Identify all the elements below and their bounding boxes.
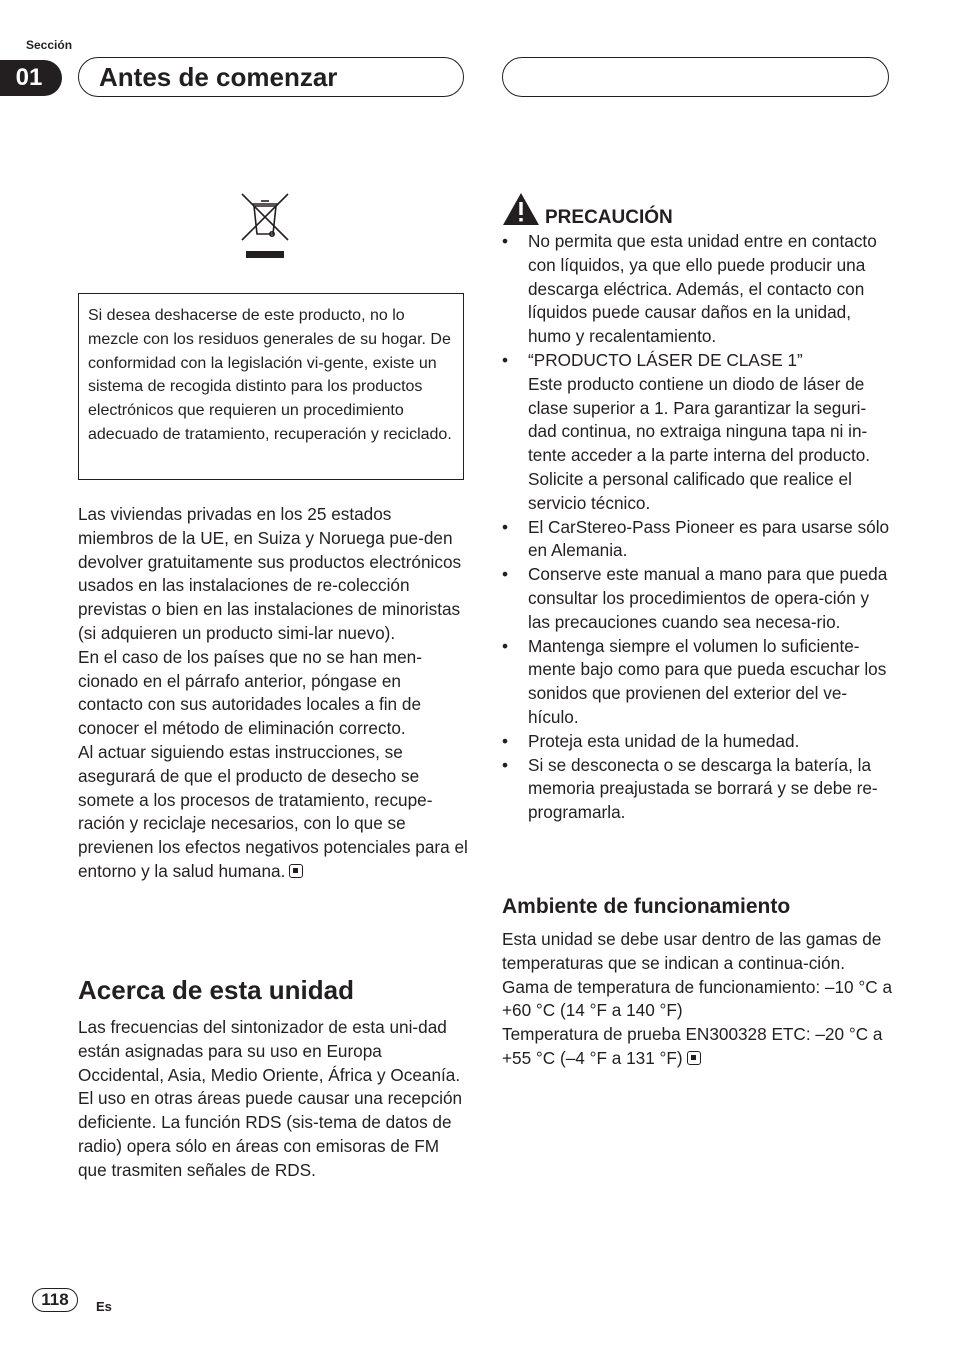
paragraph: Al actuar siguiendo estas instrucciones, se asegurará de que el producto de desecho se somete a los procesos de tratamiento, recupe-ración y reciclaje necesarios, con lo que se previenen los efectos negativos potenciales para el entorno y la salud humana. — [78, 741, 468, 881]
warning-triangle-icon — [502, 192, 540, 226]
disposal-text — [78, 503, 468, 884]
header-empty-frame — [502, 57, 889, 97]
list-item: • Conserve este manual a mano para que pueda consultar los procedimientos de opera-ción y las precauciones cuando sea necesa-rio. — [502, 564, 888, 632]
end-of-section-icon — [687, 1051, 701, 1065]
environment-text — [502, 928, 894, 1071]
chapter-title: Antes de comenzar — [78, 57, 464, 97]
language-code: Es — [96, 1299, 112, 1314]
section-number: 01 — [0, 60, 62, 96]
about-unit-heading: Acerca de esta unidad — [78, 975, 354, 1005]
paragraph: Esta unidad se debe usar dentro de las gamas de temperaturas que se indican a continua-ción. — [502, 929, 882, 973]
about-unit-text — [78, 1016, 468, 1183]
list-item: • No permita que esta unidad entre en contacto con líquidos, ya que ello puede producir una descarga eléctrica. Además, el contacto con líquidos puede causar daños en la unidad, humo y recalentamiento. — [502, 231, 877, 347]
paragraph: Temperatura de prueba EN300328 ETC: –20 °C a +55 °C (–4 °F a 131 °F) — [502, 1024, 883, 1068]
paragraph: Las viviendas privadas en los 25 estados miembros de la UE, en Suiza y Noruega pue-den devolver gratuitamente sus productos electrónicos usados en las instalaciones de re-colección previstas o bien en las instalaciones de minoristas (si adquieren un producto simi-lar nuevo). — [78, 504, 462, 643]
list-item: • Si se desconecta o se descarga la batería, la memoria preajustada se borrará y se debe re-programarla. — [502, 754, 878, 823]
end-of-section-icon — [289, 864, 303, 878]
list-item: • Proteja esta unidad de la humedad. — [502, 730, 800, 751]
list-item: • “PRODUCTO LÁSER DE CLASE 1” Este producto contiene un diodo de láser de clase superior a 1. Para garantizar la seguri-dad continua, no extraiga ninguna tapa ni in-tente acceder a la parte interna del producto. Solicite a personal calificado que realice el servicio técnico. — [502, 349, 871, 513]
paragraph: Gama de temperatura de funcionamiento: –10 °C a +60 °C (14 °F a 140 °F) — [502, 976, 893, 1021]
disposal-notice-box: Si desea deshacerse de este producto, no lo mezcle con los residuos generales de su hogar. De conformidad con la legislación vi-gente, existe un sistema de recogida distinto para los productos electrónicos que requieren un procedimiento adecuado de tratamiento, recuperación y reciclado. — [78, 293, 464, 480]
crossed-out-wheelie-bin-icon — [240, 192, 290, 260]
caution-title: PRECAUCIÓN — [545, 207, 673, 228]
paragraph: Las frecuencias del sintonizador de esta uni-dad están asignadas para su uso en Europa Occidental, Asia, Medio Oriente, África y Oceanía. El uso en otras áreas puede causar una recepción deficiente. La función RDS (sis-tema de datos de radio) opera sólo en áreas con emisoras de FM que trasmiten señales de RDS. — [78, 1017, 463, 1180]
environment-heading: Ambiente de funcionamiento — [502, 895, 791, 918]
list-item: • El CarStereo-Pass Pioneer es para usarse sólo en Alemania. — [502, 516, 890, 561]
page-number: 118 — [32, 1288, 78, 1312]
list-item: • Mantenga siempre el volumen lo suficiente-mente bajo como para que pueda escuchar los sonidos que provienen del exterior del ve-hículo. — [502, 635, 887, 727]
section-label: Sección — [26, 38, 73, 52]
paragraph: En el caso de los países que no se han men-cionado en el párrafo anterior, póngase en contacto con sus autoridades locales a fin de conocer el método de eliminación correcto. — [78, 646, 422, 739]
caution-list — [502, 230, 894, 825]
